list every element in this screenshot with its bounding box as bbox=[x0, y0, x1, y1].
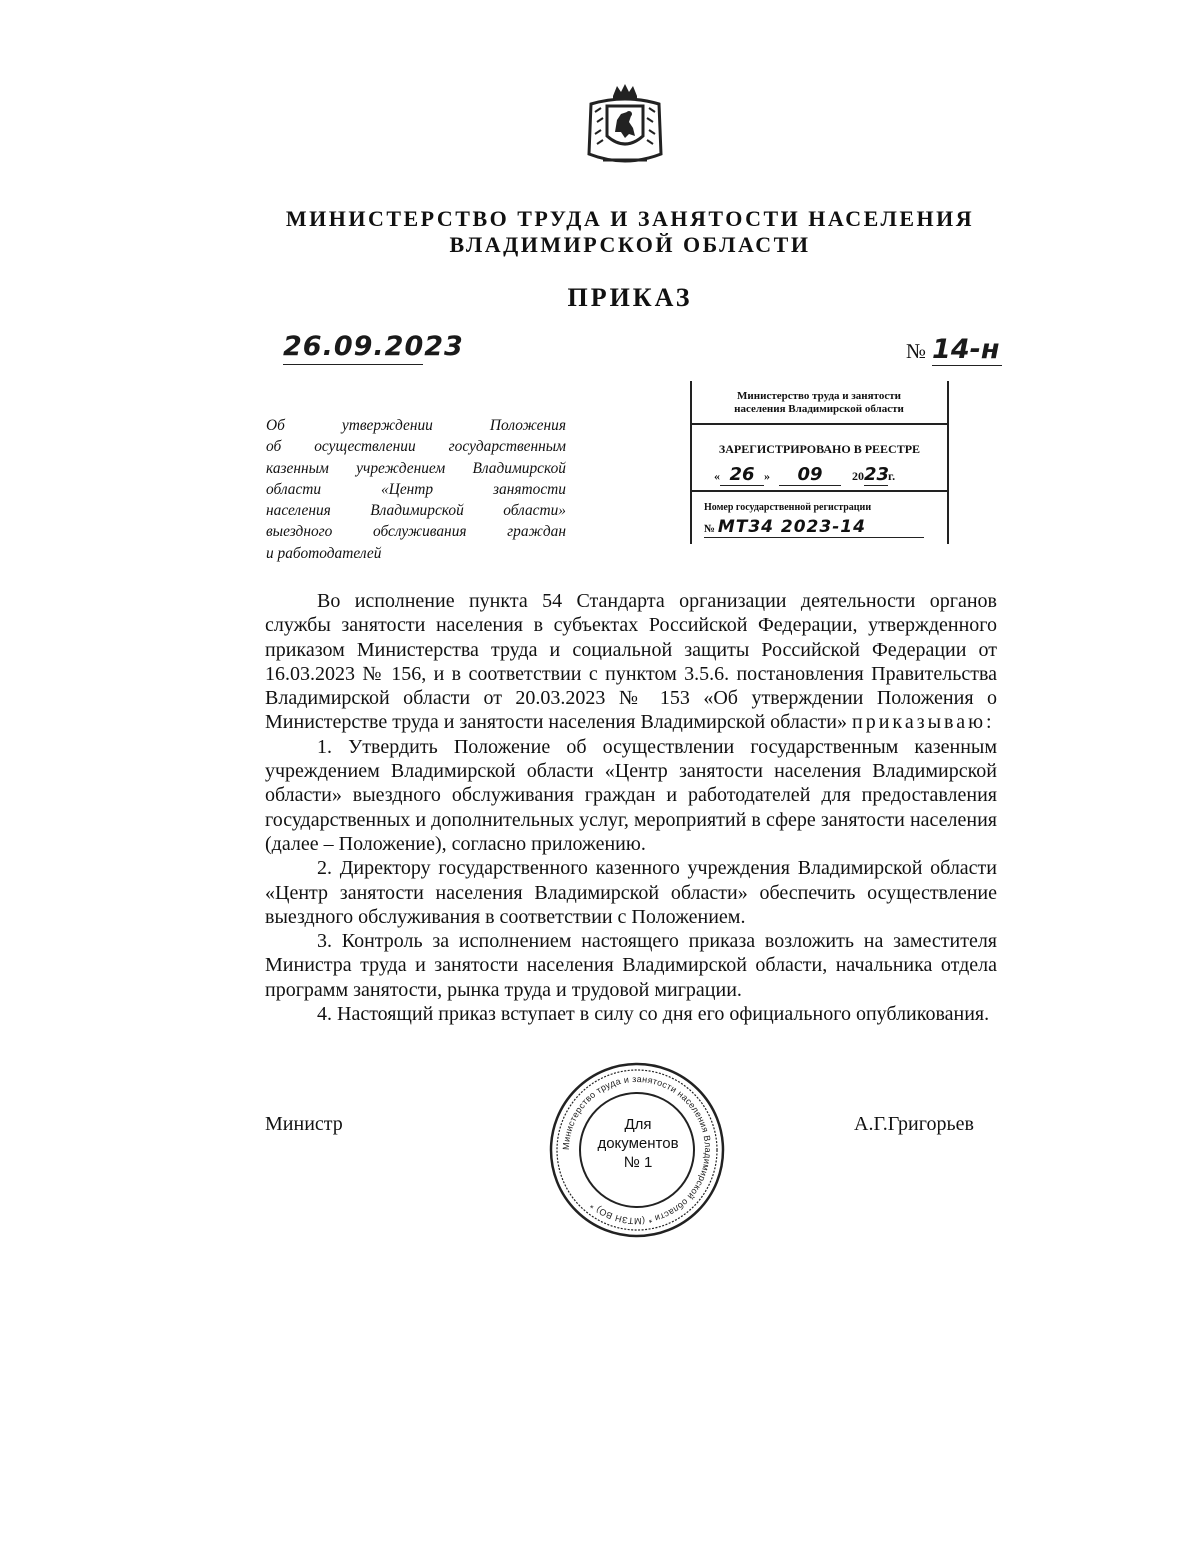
subject-line: казенным учреждением Владимирской bbox=[266, 459, 566, 477]
subject-line: области «Центр занятости bbox=[266, 480, 566, 498]
order-item-1: 1. Утвердить Положение об осуществлении государственным казенным учреждением Владимирской области «Центр занятости населения Владимирской области» выездного обслуживания граждан и работодателей для предоставления государственных и дополнительных услуг, мероприятий в сфере занятости населения (далее – Положение), согласно приложению. bbox=[265, 735, 997, 855]
order-number-label: № bbox=[906, 339, 927, 363]
preamble-text: Во исполнение пункта 54 Стандарта организации деятельности органов службы занятости населения в субъектах Российской Федерации, утвержденного приказом Министерства труда и социальной защиты Российской Федерации от 16.03.2023 № 156, и в соответствии с пунктом 3.5.6. постановления Правительства Владимирской области от 20.03.2023 № 153 «Об утверждении Положения о Министерстве труда и занятости населения Владимирской области» bbox=[265, 590, 997, 734]
registration-number-prefix: № bbox=[704, 523, 716, 535]
subject-line: Об утверждении Положения bbox=[266, 417, 566, 434]
registered-label: ЗАРЕГИСТРИРОВАНО В РЕЕСТРЕ bbox=[718, 442, 921, 456]
stamp-divider bbox=[692, 423, 947, 425]
registration-number-label: Номер государственной регистрации bbox=[704, 502, 872, 513]
subject-line: об осуществлении государственным bbox=[266, 438, 566, 456]
order-command: приказываю: bbox=[852, 711, 995, 734]
seal-line-3: № 1 bbox=[623, 1154, 653, 1171]
registration-date: « 26 » 09 2023г. bbox=[714, 464, 896, 485]
registration-org bbox=[704, 390, 934, 416]
order-number-value: 14-н bbox=[932, 335, 1002, 366]
subject-line: и работодателей bbox=[266, 544, 382, 562]
svg-text:Министерство труда и занятости: Министерство труда и занятости населения Владимирской области * (МТЗН ВО) * bbox=[560, 1073, 714, 1227]
registration-year-prefix: 20 bbox=[852, 469, 864, 483]
registration-number bbox=[704, 517, 924, 538]
coat-of-arms-icon bbox=[583, 82, 667, 168]
registration-year-suffix: 23 bbox=[864, 464, 890, 485]
registration-date-suffix: г. bbox=[888, 469, 896, 483]
preamble-paragraph bbox=[265, 589, 997, 735]
order-body bbox=[265, 589, 997, 1026]
order-subject bbox=[266, 415, 566, 564]
registration-org-line-1: Министерство труда и занятости bbox=[737, 390, 901, 402]
document-type-title: ПРИКАЗ bbox=[567, 283, 693, 312]
ministry-line-1: МИНИСТЕРСТВО ТРУДА И ЗАНЯТОСТИ НАСЕЛЕНИЯ bbox=[285, 206, 975, 231]
signer-role: Министр bbox=[265, 1113, 343, 1135]
registration-stamp bbox=[690, 381, 949, 544]
subject-line: населения Владимирской области» bbox=[266, 502, 566, 520]
ministry-name bbox=[0, 206, 1200, 258]
order-item-2: 2. Директору государственного казенного учреждения Владимирской области «Центр занятости населения Владимирской области» обеспечить осуществление выездного обслуживания в соответствии с Положением. bbox=[265, 857, 997, 928]
subject-line: выездного обслуживания граждан bbox=[266, 523, 566, 541]
registration-org-line-2: населения Владимирской области bbox=[734, 403, 904, 415]
signer-name: А.Г.Григорьев bbox=[854, 1113, 974, 1135]
order-number bbox=[906, 335, 1002, 366]
registration-number-value: МТ34 2023-14 bbox=[717, 517, 866, 537]
order-date: 26.09.2023 bbox=[283, 330, 423, 365]
order-item-3: 3. Контроль за исполнением настоящего приказа возложить на заместителя Министра труда и занятости населения Владимирской области, начальника отдела программ занятости, рынка труда и трудовой миграции. bbox=[265, 930, 997, 1001]
registration-day: 26 bbox=[720, 464, 764, 486]
ministry-line-2: ВЛАДИМИРСКОЙ ОБЛАСТИ bbox=[449, 232, 811, 257]
seal-line-2: документов bbox=[597, 1135, 679, 1152]
stamp-divider bbox=[692, 490, 947, 492]
seal-line-1: Для bbox=[624, 1116, 652, 1133]
registration-month: 09 bbox=[779, 464, 841, 486]
order-item-4: 4. Настоящий приказ вступает в силу со дня его официального опубликования. bbox=[317, 1003, 990, 1026]
seal-center-text bbox=[588, 1115, 688, 1172]
